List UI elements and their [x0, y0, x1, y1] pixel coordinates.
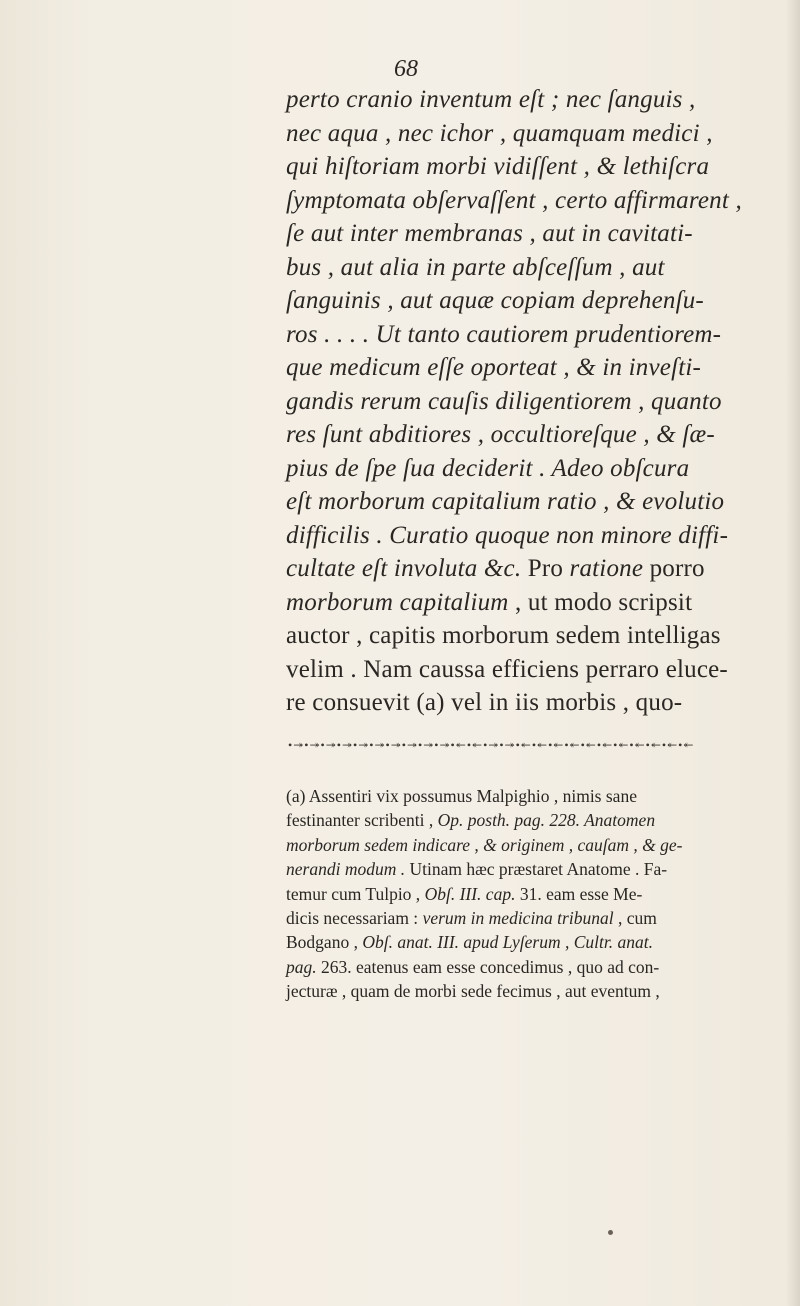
- ink-spot: [608, 1230, 613, 1235]
- footnote-line: [286, 833, 716, 857]
- footnote-segment: Obſ. III. cap.: [424, 883, 520, 904]
- footnote-line: [286, 930, 716, 954]
- footnote-segment: Op. posth. pag. 228. Anatomen: [437, 810, 656, 831]
- text-line: [286, 484, 725, 520]
- footnote-segment: Bodgano ,: [286, 932, 363, 953]
- footnote-line: [286, 979, 716, 1003]
- text-line: [286, 82, 716, 118]
- text-segment: re consuevit (a) vel in iis morbis , quo-: [286, 689, 683, 716]
- text-segment: perto cranio inventum eſt ; nec ſanguis ,: [286, 86, 696, 113]
- text-segment: Pro: [527, 555, 570, 582]
- footnote-segment: temur cum Tulpio ,: [286, 883, 425, 904]
- text-line: [286, 250, 716, 286]
- text-segment: cultate eſt involuta &c.: [286, 555, 528, 582]
- text-segment: gandis rerum cauſis diligentiorem , quanto: [286, 387, 722, 415]
- text-segment: difficilis . Curatio quoque non minore diffi-: [286, 521, 729, 549]
- footnote-line: [286, 784, 716, 808]
- footnote-segment: pag.: [286, 956, 321, 977]
- footnote-segment: , cum: [617, 908, 657, 928]
- text-line: [286, 451, 716, 487]
- footnote-segment: (a) Assentiri vix possumus Malpighio , nimis sane: [286, 786, 637, 806]
- text-segment: , ut modo scripsit: [515, 588, 693, 616]
- text-segment: pius de ſpe ſua deciderit . Adeo obſcura: [286, 454, 690, 482]
- footnote-segment: festinanter scribenti ,: [286, 810, 438, 831]
- text-line: [286, 183, 742, 219]
- text-line: [286, 518, 729, 554]
- text-line: [286, 317, 722, 353]
- text-segment: ſe aut inter membranas , aut in cavitati-: [286, 220, 693, 247]
- text-line: [286, 551, 716, 587]
- footnote-line: [286, 808, 716, 832]
- text-segment: res ſunt abditiores , occultioreſque , & ſæ-: [286, 421, 715, 448]
- text-segment: nec aqua , nec ichor , quamquam medici ,: [286, 119, 713, 147]
- text-segment: velim . Nam caussa efficiens perraro eluce-: [286, 655, 728, 683]
- text-line: [286, 116, 716, 152]
- text-line: [286, 384, 722, 420]
- text-segment: ſymptomata obſervaſſent , certo affirmarent ,: [286, 186, 742, 214]
- text-segment: porro: [649, 555, 705, 582]
- footnote-segment: dicis necessariam :: [286, 908, 423, 928]
- page-number: 68: [394, 56, 418, 82]
- text-segment: eſt morborum capitalium ratio , & evolutio: [286, 488, 725, 515]
- text-line: [286, 283, 716, 319]
- footnote-segment: 31. eam esse Me-: [519, 883, 643, 904]
- footnote-segment: Utinam hæc præstaret Anatome . Fa-: [409, 859, 668, 880]
- text-segment: qui hiſtoriam morbi vidiſſent , & lethiſcra: [286, 153, 710, 180]
- text-line: [286, 685, 716, 721]
- text-line: [286, 216, 716, 252]
- text-segment: auctor , capitis morborum sedem intelligas: [286, 622, 721, 649]
- footnote-segment: jecturæ , quam de morbi sede fecimus , aut eventum ,: [286, 981, 660, 1002]
- text-segment: morborum capitalium: [286, 588, 515, 616]
- page-edge-shadow: [786, 0, 800, 1306]
- text-line: [286, 417, 716, 453]
- footnote-segment: verum in medicina tribunal: [422, 908, 618, 928]
- text-line: [286, 585, 716, 621]
- footnote-line: [286, 955, 716, 979]
- footnote-line: [286, 882, 716, 906]
- text-segment: ratione: [569, 555, 650, 582]
- text-segment: ros . . . . Ut tanto cautiorem prudentiorem-: [286, 320, 722, 348]
- text-segment: que medicum eſſe oporteat , & in inveſti-: [286, 354, 702, 381]
- ornamental-rule: •↠•↠•↠•↠•↠•↠•↠•↠•↠•↠•↞•↞•↠•↠•↞•↞•↞•↞•↞•↞•↞•↞•↞•↞•↞: [288, 738, 695, 752]
- text-line: [286, 149, 716, 185]
- footnote-segment: morborum sedem indicare , & originem , cauſam , & ge-: [286, 834, 683, 855]
- text-line: [286, 652, 728, 688]
- footnote-segment: nerandi modum .: [286, 859, 410, 880]
- text-segment: bus , aut alia in parte abſceſſum , aut: [286, 253, 665, 281]
- text-segment: ſanguinis , aut aquæ copiam deprehenſu-: [286, 287, 704, 314]
- footnote-line: [286, 857, 716, 881]
- footnote-segment: 263. eatenus eam esse concedimus , quo ad con-: [321, 956, 660, 977]
- footnote-line: [286, 906, 716, 930]
- text-line: [286, 618, 721, 654]
- footnote-segment: Obſ. anat. III. apud Lyſerum , Cultr. anat.: [362, 932, 653, 953]
- text-line: [286, 350, 716, 386]
